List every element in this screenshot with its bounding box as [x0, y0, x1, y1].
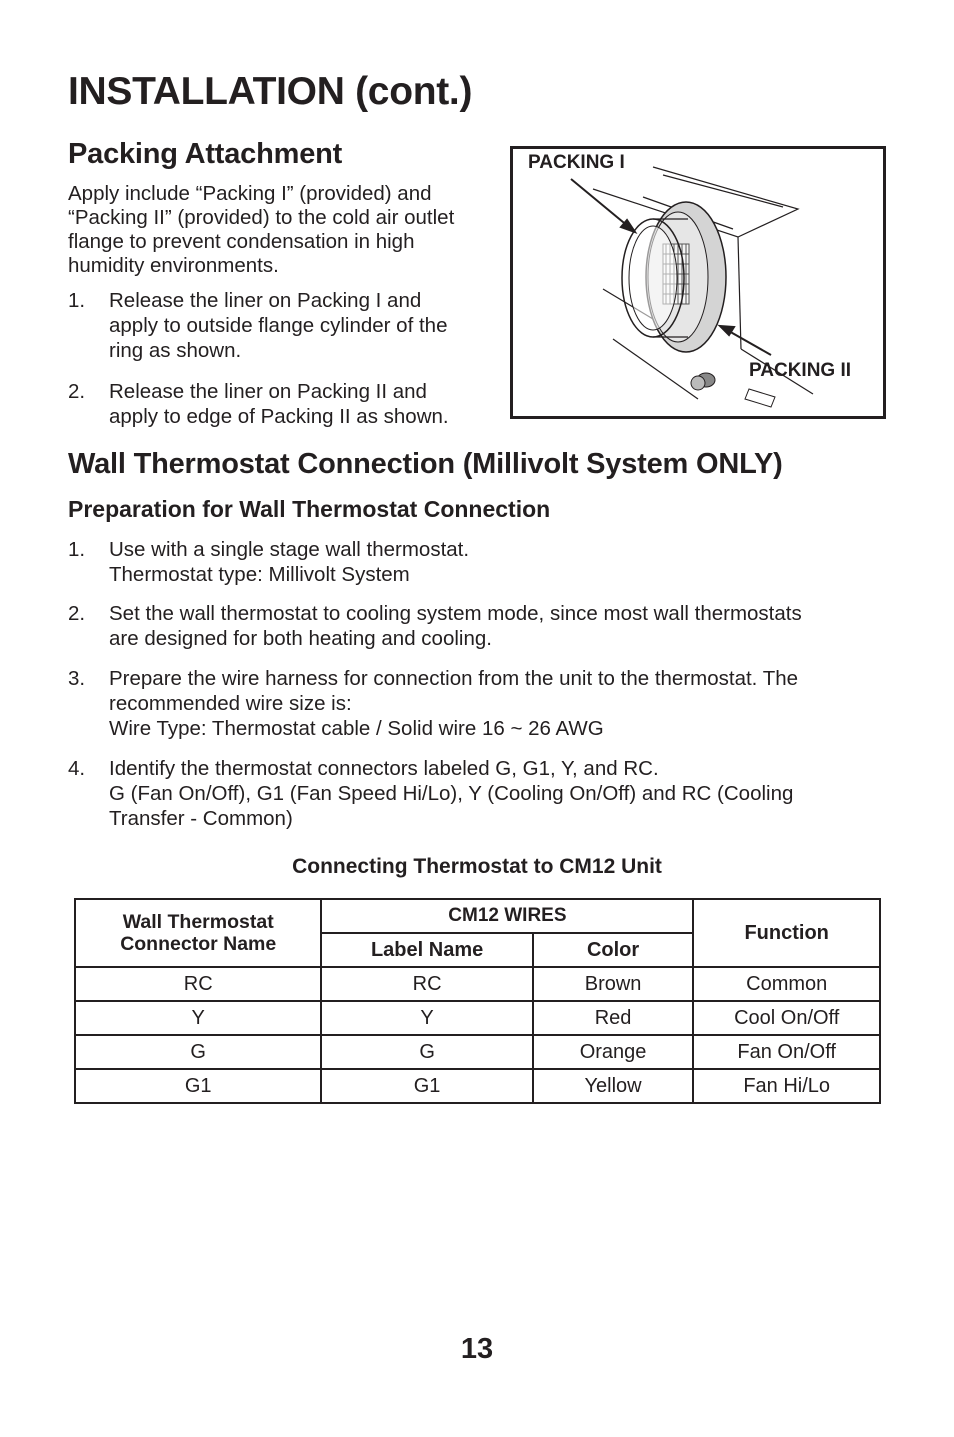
table-cell: Red: [533, 1001, 694, 1035]
table-cell: Brown: [533, 967, 694, 1001]
table-cell: RC: [75, 967, 321, 1001]
packing-intro-line: Apply include “Packing I” (provided) and: [68, 182, 432, 205]
header-connector-name: [75, 899, 321, 967]
packing-2-label: PACKING II: [749, 360, 852, 381]
table-cell: G1: [75, 1069, 321, 1103]
step-text: [109, 537, 469, 587]
header-color: Color: [533, 933, 694, 967]
step-line: Set the wall thermostat to cooling system mode, since most wall thermostats: [109, 602, 802, 625]
step-line: are designed for both heating and cooling.: [109, 627, 492, 650]
step-text: [109, 379, 449, 429]
step-line: Identify the thermostat connectors labeled G, G1, Y, and RC.: [109, 757, 659, 780]
table-row: [75, 1001, 880, 1035]
page-number: 13: [460, 1333, 494, 1365]
packing-step: [68, 379, 508, 431]
thermostat-subheading: Preparation for Wall Thermostat Connection: [68, 496, 551, 522]
table-cell: Fan Hi/Lo: [693, 1069, 880, 1103]
packing-intro: [68, 182, 498, 278]
header-connector-line: Wall Thermostat: [122, 911, 274, 933]
thermostat-step: [68, 666, 898, 744]
header-connector-line: Connector Name: [120, 933, 277, 955]
page-title: INSTALLATION (cont.): [68, 70, 473, 113]
step-line: Prepare the wire harness for connection from the unit to the thermostat. The: [109, 667, 799, 690]
step-line: Use with a single stage wall thermostat.: [109, 538, 470, 561]
table-cell: G1: [321, 1069, 532, 1103]
packing-1-label: PACKING I: [528, 152, 625, 173]
step-line: apply to edge of Packing II as shown.: [109, 405, 449, 428]
table-cell: G: [75, 1035, 321, 1069]
step-line: Transfer - Common): [109, 807, 293, 830]
table-cell: Y: [321, 1001, 532, 1035]
packing-figure: [510, 146, 886, 419]
step-line: ring as shown.: [109, 339, 242, 362]
packing-heading: Packing Attachment: [68, 138, 343, 170]
table-cell: Common: [693, 967, 880, 1001]
step-text: [109, 756, 793, 831]
packing-step: [68, 288, 508, 368]
step-text: [109, 601, 802, 651]
thermostat-step: [68, 756, 898, 834]
header-function: Function: [693, 899, 880, 967]
step-line: Release the liner on Packing II and: [109, 380, 427, 403]
table-cell: Cool On/Off: [693, 1001, 880, 1035]
packing-intro-line: humidity environments.: [68, 254, 279, 277]
table-caption: Connecting Thermostat to CM12 Unit: [292, 855, 662, 878]
step-text: [109, 666, 798, 741]
step-number: 1.: [68, 289, 86, 312]
table-cell: Orange: [533, 1035, 694, 1069]
step-number: 2.: [68, 380, 86, 403]
packing-intro-line: “Packing II” (provided) to the cold air outlet: [68, 206, 455, 229]
table-row: [75, 1069, 880, 1103]
step-line: recommended wire size is:: [109, 692, 352, 715]
step-line: Release the liner on Packing I and: [109, 289, 422, 312]
header-label-name: Label Name: [321, 933, 532, 967]
thermostat-step: [68, 601, 898, 653]
step-number: 3.: [68, 667, 86, 690]
table-cell: Y: [75, 1001, 321, 1035]
table-cell: G: [321, 1035, 532, 1069]
table-cell: Fan On/Off: [693, 1035, 880, 1069]
wiring-table: [74, 898, 881, 1104]
table-row: [75, 967, 880, 1001]
table-cell: Yellow: [533, 1069, 694, 1103]
step-number: 4.: [68, 757, 86, 780]
step-text: [109, 288, 447, 363]
thermostat-heading: Wall Thermostat Connection (Millivolt System ONLY): [68, 448, 783, 480]
table-cell: RC: [321, 967, 532, 1001]
packing-intro-line: flange to prevent condensation in high: [68, 230, 415, 253]
step-line: G (Fan On/Off), G1 (Fan Speed Hi/Lo), Y (Cooling On/Off) and RC (Cooling: [109, 782, 794, 805]
step-line: Wire Type: Thermostat cable / Solid wire 16 ~ 26 AWG: [109, 717, 604, 740]
step-number: 1.: [68, 538, 86, 561]
step-number: 2.: [68, 602, 86, 625]
header-cm12-wires: CM12 WIRES: [321, 899, 693, 933]
step-line: apply to outside flange cylinder of the: [109, 314, 448, 337]
table-row: [75, 1035, 880, 1069]
table-header-row: [75, 899, 880, 933]
thermostat-step: [68, 537, 898, 589]
step-line: Thermostat type: Millivolt System: [109, 563, 410, 586]
